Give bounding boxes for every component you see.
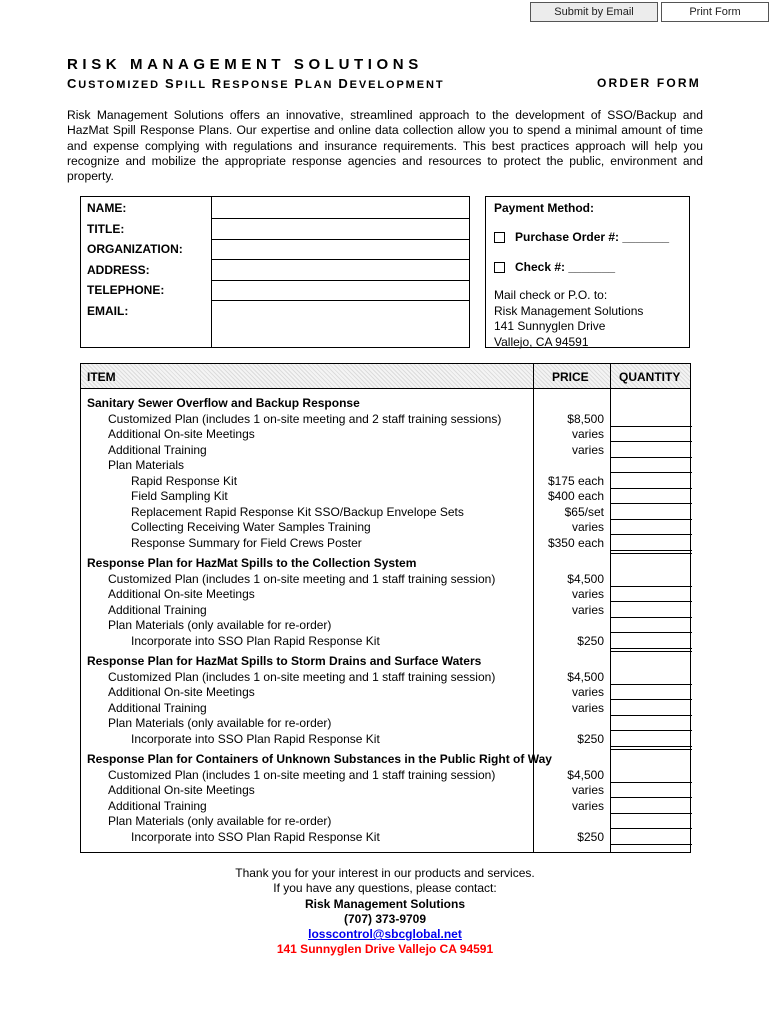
payment-method-box — [485, 196, 690, 348]
item-price: varies — [571, 700, 604, 715]
footer-email-link[interactable]: losscontrol@sbcglobal.net — [308, 927, 462, 942]
item-row-label: Replacement Rapid Response Kit SSO/Backup Envelope Sets — [131, 504, 464, 519]
section-heading: Response Plan for HazMat Spills to Storm Drains and Surface Waters — [87, 654, 482, 668]
quantity-cell-line — [610, 715, 692, 716]
quantity-cell-line — [610, 534, 692, 535]
quantity-cell-line — [610, 813, 692, 814]
item-price: varies — [571, 783, 604, 797]
item-price: $4,500 — [567, 669, 604, 684]
quantity-cell-line — [610, 699, 692, 700]
telephone-label: TELEPHONE: — [87, 283, 165, 297]
item-row-label: Additional On-site Meetings — [108, 427, 255, 441]
mail-line: Vallejo, CA 94591 — [494, 334, 589, 349]
item-row-label: Additional Training — [108, 602, 207, 617]
item-row-label: Response Summary for Field Crews Poster — [131, 535, 362, 550]
mail-line: 141 Sunnyglen Drive — [494, 319, 606, 333]
item-row-label: Incorporate into SSO Plan Rapid Response Kit — [131, 829, 380, 844]
quantity-cell-line — [610, 441, 692, 442]
quantity-cell-line — [610, 730, 692, 731]
item-price: $65/set — [564, 504, 604, 519]
item-column-header: ITEM — [87, 370, 116, 384]
items-table-header — [81, 364, 690, 389]
quantity-cell-line — [610, 746, 692, 747]
quantity-cell-line — [610, 586, 692, 587]
quantity-cell-line — [610, 503, 692, 504]
item-row-label: Additional On-site Meetings — [108, 685, 255, 699]
item-row-label: Incorporate into SSO Plan Rapid Response Kit — [131, 633, 380, 648]
check-option — [494, 260, 615, 274]
item-row-label: Additional Training — [108, 442, 207, 457]
purchase-order-checkbox[interactable] — [494, 232, 505, 243]
section-heading: Response Plan for HazMat Spills to the Collection System — [87, 556, 417, 570]
item-price: $250 — [577, 731, 604, 746]
item-row-label: Plan Materials (only available for re-order) — [108, 814, 332, 828]
item-row-label: Customized Plan (includes 1 on-site meeting and 1 staff training session) — [108, 571, 496, 586]
address-label: ADDRESS: — [87, 263, 150, 277]
item-price: varies — [571, 427, 604, 441]
quantity-cell-line — [610, 844, 692, 845]
item-price: varies — [571, 602, 604, 617]
item-price: varies — [571, 587, 604, 601]
quantity-cell-line — [610, 550, 692, 551]
item-row-label: Field Sampling Kit — [131, 489, 228, 503]
item-row-label: Rapid Response Kit — [131, 473, 238, 488]
order-form-label: ORDER FORM — [597, 76, 701, 90]
intro-paragraph: Risk Management Solutions offers an innovative, streamlined approach to the development of SSO/Backup and HazMat Spill Response Plans. Our expertise and online data collection allow you to spend a minimal amount of time and expense complying with regulations and insurance requirements. This best practices approach will help you recognize and mobilize the appropriate response agencies and resources to protect the public, environment and property. — [67, 108, 703, 184]
page-subtitle — [67, 76, 444, 91]
quantity-cell-line — [610, 684, 692, 685]
price-column-header: PRICE — [552, 370, 589, 384]
subtitle-word: SPILL — [164, 76, 207, 91]
payment-method-title: Payment Method: — [494, 201, 595, 215]
name-label: NAME: — [87, 201, 127, 215]
subtitle-word: DEVELOPMENT — [338, 76, 445, 91]
items-table — [80, 363, 691, 853]
item-row-label: Additional Training — [108, 798, 207, 813]
item-price: $250 — [577, 633, 604, 648]
quantity-cell-line — [610, 782, 692, 783]
submit-by-email-button[interactable]: Submit by Email — [530, 2, 658, 22]
quantity-column-header: QUANTITY — [619, 370, 681, 384]
footer-questions: If you have any questions, please contact: — [273, 881, 497, 896]
mail-address — [494, 288, 643, 350]
item-price: varies — [571, 798, 604, 813]
item-price: $8,500 — [567, 411, 604, 426]
organization-label: ORGANIZATION: — [87, 242, 183, 256]
item-row-label: Plan Materials — [108, 458, 185, 472]
check-label: Check #: _______ — [515, 260, 616, 274]
quantity-cell-line — [610, 632, 692, 633]
print-form-button[interactable]: Print Form — [661, 2, 769, 22]
item-row-label: Customized Plan (includes 1 on-site meeting and 1 staff training session) — [108, 669, 496, 684]
quantity-cell-line — [610, 488, 692, 489]
item-price: $250 — [577, 829, 604, 844]
item-row-label: Incorporate into SSO Plan Rapid Response Kit — [131, 731, 380, 746]
footer-phone: (707) 373-9709 — [343, 911, 427, 926]
item-row-label: Plan Materials (only available for re-order) — [108, 618, 332, 632]
section-heading: Sanitary Sewer Overflow and Backup Response — [87, 396, 360, 410]
item-row-label: Collecting Receiving Water Samples Training — [131, 520, 371, 534]
email-label: EMAIL: — [87, 304, 129, 318]
item-price: $175 each — [547, 473, 604, 488]
item-price: $4,500 — [567, 571, 604, 586]
quantity-cell-line — [610, 426, 692, 427]
contact-info-table — [80, 196, 470, 348]
mail-line: Risk Management Solutions — [494, 303, 644, 318]
quantity-cell-line — [610, 457, 692, 458]
section-heading: Response Plan for Containers of Unknown Substances in the Public Right of Way — [87, 752, 552, 766]
footer-company: Risk Management Solutions — [304, 896, 466, 911]
quantity-cell-line — [610, 519, 692, 520]
quantity-cell-line — [610, 472, 692, 473]
item-price: $4,500 — [567, 767, 604, 782]
footer — [0, 866, 770, 958]
item-price: $400 each — [547, 489, 604, 503]
item-price: varies — [571, 442, 604, 457]
quantity-cell-line — [610, 601, 692, 602]
purchase-order-label: Purchase Order #: _______ — [515, 230, 670, 244]
item-price: varies — [571, 520, 604, 534]
subtitle-word: PLAN — [294, 76, 334, 91]
item-row-label: Customized Plan (includes 1 on-site meeting and 1 staff training session) — [108, 767, 496, 782]
purchase-order-option — [494, 230, 669, 244]
quantity-cell-line — [610, 797, 692, 798]
title-label: TITLE: — [87, 222, 125, 236]
item-row-label: Customized Plan (includes 1 on-site meeting and 2 staff training sessions) — [108, 411, 502, 426]
subtitle-word: CUSTOMIZED — [67, 76, 160, 91]
item-row-label: Additional Training — [108, 700, 207, 715]
check-checkbox[interactable] — [494, 262, 505, 273]
subtitle-word: RESPONSE — [211, 76, 290, 91]
page-title: RISK MANAGEMENT SOLUTIONS — [67, 56, 423, 73]
item-row-label: Plan Materials (only available for re-order) — [108, 716, 332, 730]
item-row-label: Additional On-site Meetings — [108, 587, 255, 601]
footer-address: 141 Sunnyglen Drive Vallejo CA 94591 — [276, 942, 494, 957]
item-price: varies — [571, 685, 604, 699]
item-row-label: Additional On-site Meetings — [108, 783, 255, 797]
footer-thanks: Thank you for your interest in our products and services. — [235, 866, 535, 880]
mail-line: Mail check or P.O. to: — [494, 288, 608, 302]
quantity-cell-line — [610, 648, 692, 649]
item-price: $350 each — [547, 535, 604, 550]
quantity-cell-line — [610, 828, 692, 829]
quantity-cell-line — [610, 617, 692, 618]
